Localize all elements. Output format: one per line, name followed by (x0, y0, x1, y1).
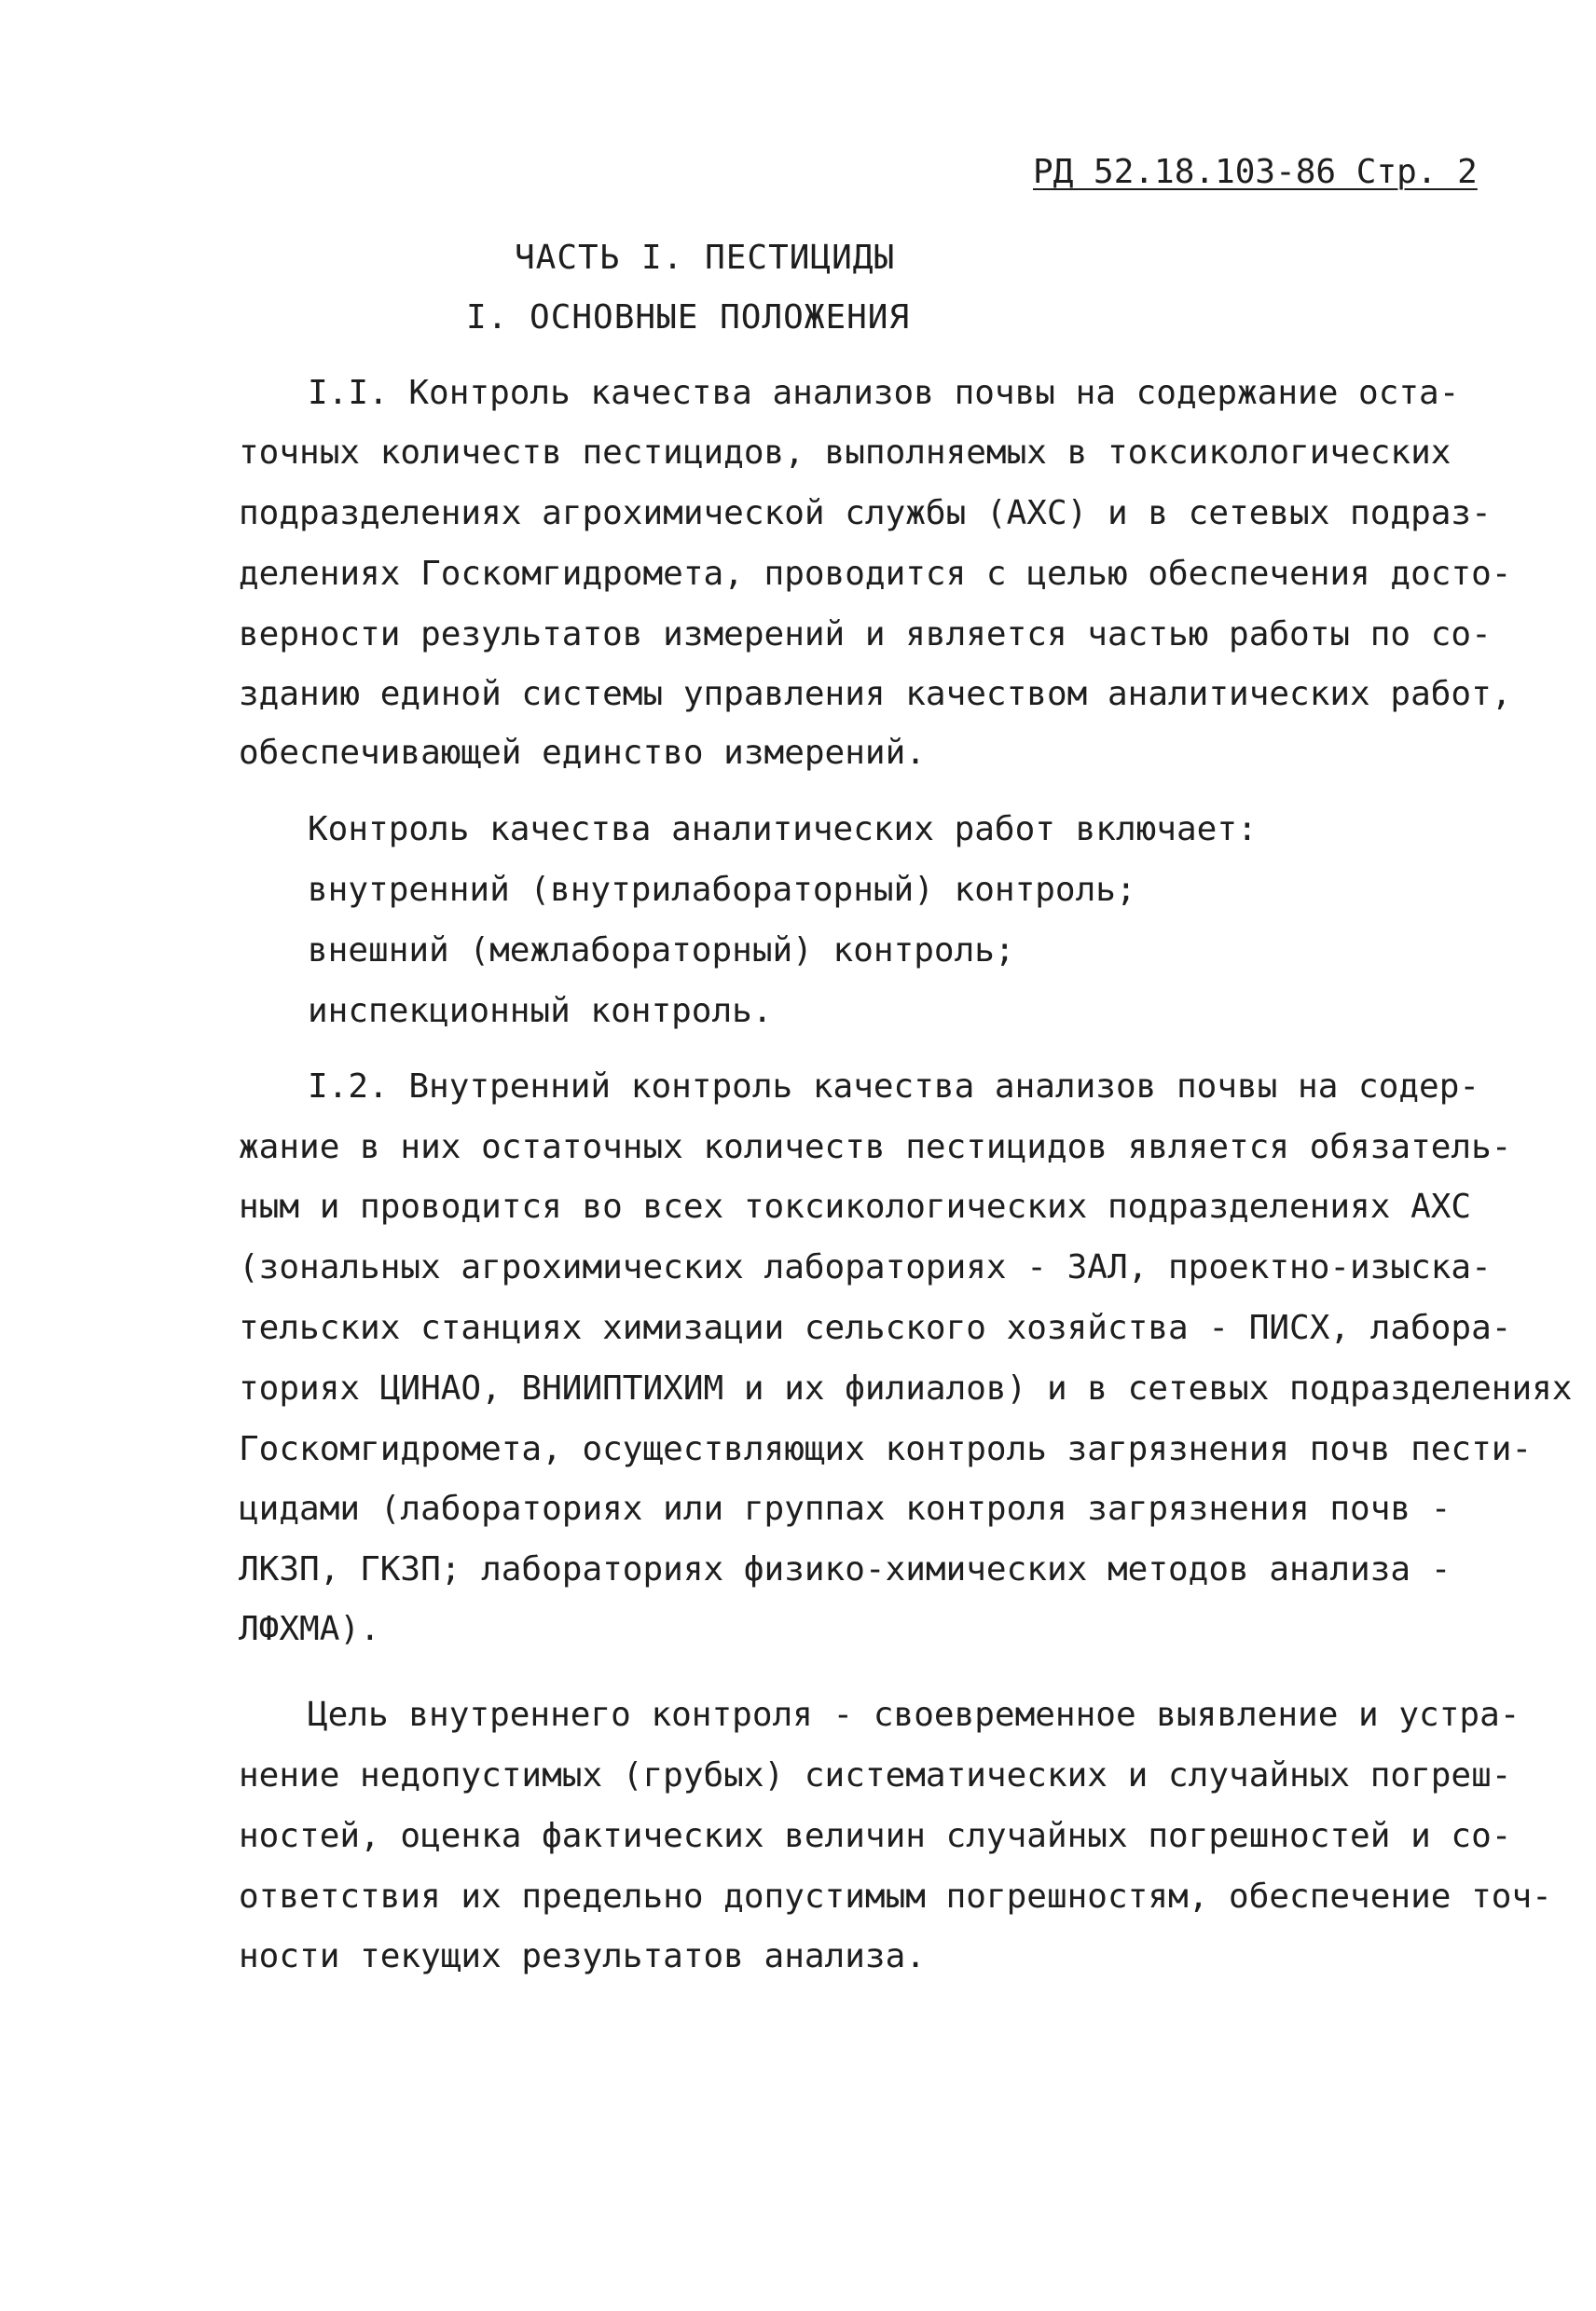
text-line: ЛФХМА). (239, 1610, 380, 1648)
text-line: ЛКЗП, ГКЗП; лабораториях физико-химических методов анализа - (239, 1550, 1452, 1589)
text-line: цидами (лабораториях или группах контроля загрязнения почв - (239, 1490, 1452, 1528)
text-line: I.I. Контроль качества анализов почвы на содержание оста- (308, 374, 1460, 412)
text-line: жание в них остаточных количеств пестицидов является обязатель- (239, 1128, 1512, 1166)
text-line: (зональных агрохимических лабораториях - ЗАЛ, проектно-изыска- (239, 1248, 1492, 1286)
section-title: I. ОСНОВНЫЕ ПОЛОЖЕНИЯ (466, 298, 911, 337)
text-line: зданию единой системы управления качеством аналитических работ, (239, 675, 1512, 713)
text-line: верности результатов измерений и является частью работы по со- (239, 615, 1492, 653)
text-line: Цель внутреннего контроля - своевременное выявление и устра- (308, 1696, 1520, 1734)
text-line: ным и проводится во всех токсикологических подразделениях АХС (239, 1188, 1472, 1226)
text-line: ториях ЦИНАО, ВНИИПТИХИМ и их филиалов) и в сетевых подразделениях (239, 1369, 1573, 1408)
text-line: тельских станциях химизации сельского хозяйства - ПИСХ, лабора- (239, 1309, 1512, 1347)
text-line: делениях Госкомгидромета, проводится с целью обеспечения досто- (239, 555, 1512, 593)
text-line: нение недопустимых (грубых) систематических и случайных погреш- (239, 1756, 1512, 1795)
document-code: РД 52.18.103-86 Стр. 2 (1033, 153, 1478, 191)
text-line: подразделениях агрохимической службы (АХС) и в сетевых подраз- (239, 494, 1492, 532)
text-line: инспекционный контроль. (308, 992, 773, 1030)
text-line: ответствия их предельно допустимым погрешностям, обеспечение точ- (239, 1878, 1552, 1916)
text-line: Госкомгидромета, осуществляющих контроль загрязнения почв пести- (239, 1430, 1533, 1468)
text-line: ностей, оценка фактических величин случайных погрешностей и со- (239, 1817, 1512, 1855)
text-line: внутренний (внутрилабораторный) контроль; (308, 871, 1136, 909)
text-line: ности текущих результатов анализа. (239, 1937, 926, 1975)
text-line: I.2. Внутренний контроль качества анализов почвы на содер- (308, 1067, 1480, 1106)
part-title: ЧАСТЬ I. ПЕСТИЦИДЫ (515, 239, 896, 277)
text-line: обеспечивающей единство измерений. (239, 734, 926, 772)
text-line: точных количеств пестицидов, выполняемых в токсикологических (239, 433, 1452, 472)
text-line: Контроль качества аналитических работ включает: (308, 810, 1258, 848)
text-line: внешний (межлабораторный) контроль; (308, 931, 1015, 970)
